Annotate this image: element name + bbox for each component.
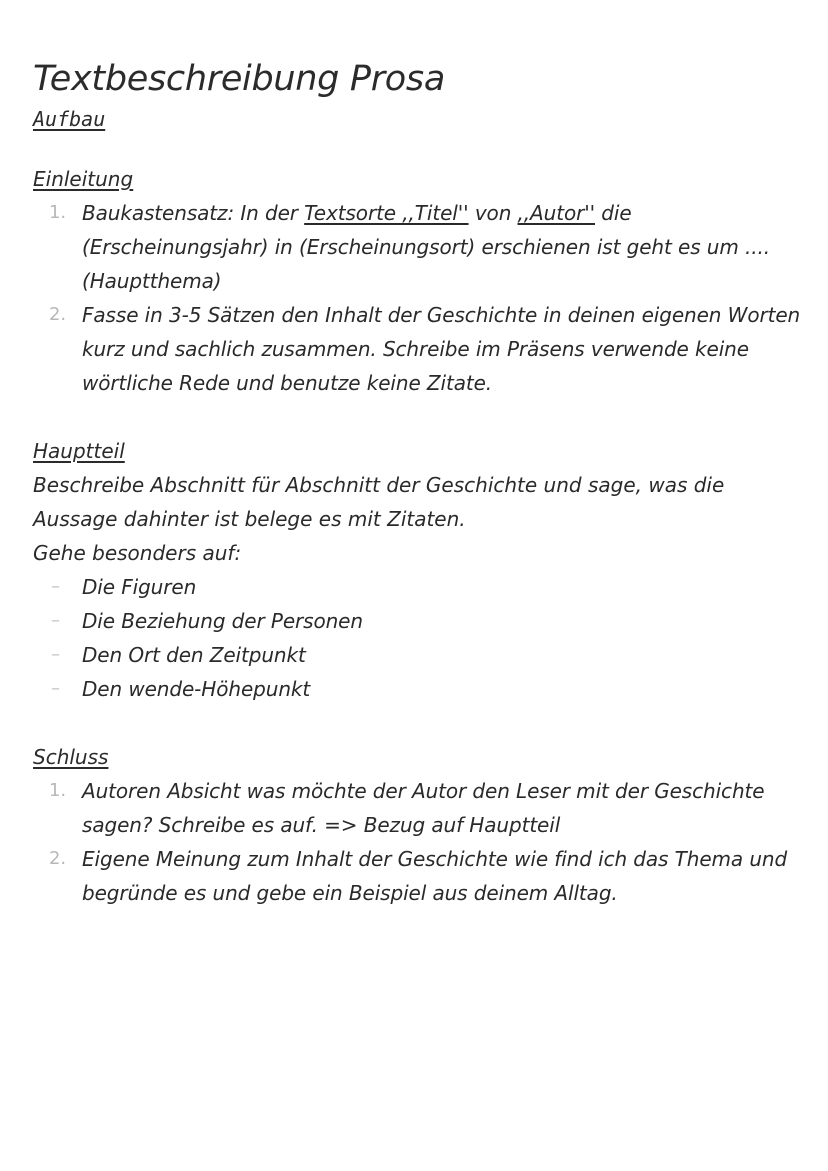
list-item (33, 298, 803, 400)
spacer (33, 706, 803, 740)
dash-bullet: – (51, 610, 60, 631)
list-item-text: Eigene Meinung zum Inhalt der Geschichte wie find ich das Thema und begründe es und gebe ein Beispiel aus deinem Alltag. (82, 847, 788, 905)
dash-bullet: – (51, 576, 60, 597)
section-heading-einleitung: Einleitung (33, 167, 134, 191)
list-item-text: die (Erscheinungsjahr) in (Erscheinungsort) erschienen ist geht es um .... (Hauptthema) (82, 201, 771, 293)
spacer (33, 400, 803, 434)
document-page (33, 56, 803, 910)
section-hauptteil (33, 434, 803, 706)
section-heading-hauptteil: Hauptteil (33, 439, 125, 463)
list-item-text: Die Beziehung der Personen (82, 609, 363, 633)
dash-bullet: – (51, 678, 60, 699)
list-number: 2. (49, 304, 66, 325)
list-item (33, 196, 803, 298)
section-schluss (33, 740, 803, 910)
list-item (33, 774, 803, 842)
hauptteil-intro: Gehe besonders auf: (33, 541, 242, 565)
list-item-text: von (468, 201, 518, 225)
list-item (33, 672, 803, 706)
page-title: Textbeschreibung Prosa (33, 59, 445, 99)
page-subtitle: Aufbau (33, 107, 106, 131)
schluss-list (33, 774, 803, 910)
dash-bullet: – (51, 644, 60, 665)
list-item-text: Die Figuren (82, 575, 197, 599)
list-item-text: Autoren Absicht was möchte der Autor den Leser mit der Geschichte sagen? Schreibe es auf. => Bezug auf Hauptteil (82, 779, 765, 837)
list-item (33, 638, 803, 672)
underlined-text-textsorte-titel: Textsorte ,,Titel'' (304, 201, 469, 225)
list-item (33, 570, 803, 604)
list-item-text: Baukastensatz: In der (82, 201, 305, 225)
list-number: 1. (49, 202, 66, 223)
hauptteil-list (33, 570, 803, 706)
spacer (33, 134, 803, 162)
section-heading-schluss: Schluss (33, 745, 109, 769)
list-item-text: Den Ort den Zeitpunkt (82, 643, 306, 667)
section-einleitung (33, 162, 803, 400)
list-item (33, 842, 803, 910)
list-number: 2. (49, 848, 66, 869)
list-item (33, 604, 803, 638)
list-item-text: Fasse in 3-5 Sätzen den Inhalt der Geschichte in deinen eigenen Worten kurz und sachlich zusammen. Schreibe im Präsens verwende keine wörtliche Rede und benutze keine Zitate. (82, 303, 801, 395)
hauptteil-description: Beschreibe Abschnitt für Abschnitt der Geschichte und sage, was die Aussage dahinter ist belege es mit Zitaten. (33, 473, 725, 531)
einleitung-list (33, 196, 803, 400)
underlined-text-autor: ,,Autor'' (517, 201, 596, 225)
list-number: 1. (49, 780, 66, 801)
list-item-text: Den wende-Höhepunkt (82, 677, 311, 701)
